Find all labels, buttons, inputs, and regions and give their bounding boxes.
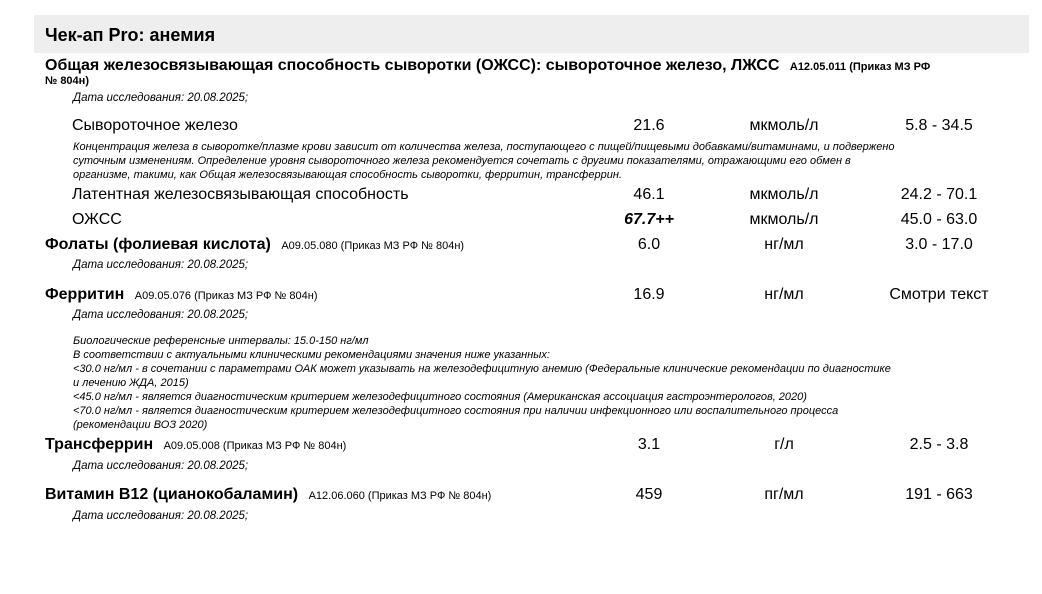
transferrin-unit: г/л xyxy=(774,436,794,453)
ferritin-note-line: Биологические референсные интервалы: 15.0-150 нг/мл xyxy=(73,335,369,347)
iron-note-line: Концентрация железа в сыворотке/плазме крови зависит от количества железа, поступающего с пищей/пищевыми добавками/витаминами, и подвержено xyxy=(73,141,895,153)
folate-code: A09.05.080 (Приказ МЗ РФ № 804н) xyxy=(281,240,465,252)
lzhss-value: 46.1 xyxy=(633,186,665,203)
b12-unit: пг/мл xyxy=(764,486,804,503)
folate-title-text: Фолаты (фолиевая кислота) xyxy=(45,236,271,253)
iron-panel-title-text: Общая железосвязывающая способность сыворотки (ОЖСС): сывороточное железо, ЛЖСС xyxy=(45,57,780,74)
iron-panel-title xyxy=(45,57,930,75)
serum-iron-value: 21.6 xyxy=(633,117,665,134)
iron-panel-code: A12.05.011 (Приказ МЗ РФ xyxy=(789,61,931,73)
folate-ref: 3.0 - 17.0 xyxy=(905,236,973,253)
ozhss-value-abnormal: 67.7++ xyxy=(624,211,674,228)
report-title: Чек-ап Pro: анемия xyxy=(45,25,216,45)
b12-ref: 191 - 663 xyxy=(905,486,973,503)
folate-title xyxy=(45,236,464,254)
lzhss-name: Латентная железосвязывающая способность xyxy=(72,186,409,203)
ferritin-value: 16.9 xyxy=(633,286,665,303)
ferritin-note-line: <45.0 нг/мл - является диагностическим критерием железодефицитного состояния (Американская ассоциация гастроэнтерологов, 2020) xyxy=(73,391,807,403)
serum-iron-ref: 5.8 - 34.5 xyxy=(905,117,973,134)
folate-unit: нг/мл xyxy=(764,236,804,253)
transferrin-ref: 2.5 - 3.8 xyxy=(909,436,969,453)
ferritin-note-line: <30.0 нг/мл - в сочетании с параметрами ОАК может указывать на железодефицитную анемию (Федеральные клинические рекомендации по диагностике xyxy=(73,363,891,375)
ozhss-unit: мкмоль/л xyxy=(749,211,819,228)
iron-panel-date: Дата исследования: 20.08.2025; xyxy=(73,92,249,104)
ferritin-title xyxy=(45,286,318,304)
ferritin-unit: нг/мл xyxy=(764,286,804,303)
transferrin-title xyxy=(45,436,346,454)
folate-value: 6.0 xyxy=(637,236,661,253)
ferritin-note-line: В соответствии с актуальными клиническими рекомендациями значения ниже указанных: xyxy=(73,349,550,361)
iron-note-line: суточным изменениям. Определение уровня сывороточного железа рекомендуется сочетать с другими показателями, отражающими его обмен в xyxy=(73,155,851,167)
iron-note-line: организме, такими, как Общая железосвязывающая способность сыворотки, ферритин, трансферрин. xyxy=(73,169,622,181)
ferritin-note-line: (рекомендации ВОЗ 2020) xyxy=(73,419,208,431)
ozhss-name: ОЖСС xyxy=(72,211,122,228)
ferritin-title-text: Ферритин xyxy=(45,286,125,303)
ferritin-note xyxy=(73,334,1033,432)
b12-value: 459 xyxy=(635,486,663,503)
transferrin-title-text: Трансферрин xyxy=(45,436,154,453)
ozhss-ref: 45.0 - 63.0 xyxy=(900,211,978,228)
b12-date: Дата исследования: 20.08.2025; xyxy=(73,510,249,522)
ferritin-code: A09.05.076 (Приказ МЗ РФ № 804н) xyxy=(134,290,318,302)
serum-iron-unit: мкмоль/л xyxy=(749,117,819,134)
ferritin-note-line: <70.0 нг/мл - является диагностическим критерием железодефицитного состояния при наличии инфекционного или воспалительного процесса xyxy=(73,405,839,417)
ferritin-note-line: и лечению ЖДА, 2015) xyxy=(73,377,189,389)
serum-iron-name: Сывороточное железо xyxy=(72,117,238,134)
lzhss-unit: мкмоль/л xyxy=(749,186,819,203)
ferritin-date: Дата исследования: 20.08.2025; xyxy=(73,309,249,321)
folate-date: Дата исследования: 20.08.2025; xyxy=(73,259,249,271)
b12-title-text: Витамин B12 (цианокобаламин) xyxy=(45,486,299,503)
transferrin-code: A09.05.008 (Приказ МЗ РФ № 804н) xyxy=(163,440,347,452)
lzhss-ref: 24.2 - 70.1 xyxy=(900,186,978,203)
b12-code: A12.06.060 (Приказ МЗ РФ № 804н) xyxy=(308,490,492,502)
transferrin-value: 3.1 xyxy=(637,436,661,453)
iron-panel-code-cont: № 804н) xyxy=(45,75,89,87)
report-header xyxy=(34,15,1029,53)
b12-title xyxy=(45,486,491,504)
iron-panel-note xyxy=(73,140,1033,182)
transferrin-date: Дата исследования: 20.08.2025; xyxy=(73,460,249,472)
ferritin-ref: Смотри текст xyxy=(889,286,989,303)
